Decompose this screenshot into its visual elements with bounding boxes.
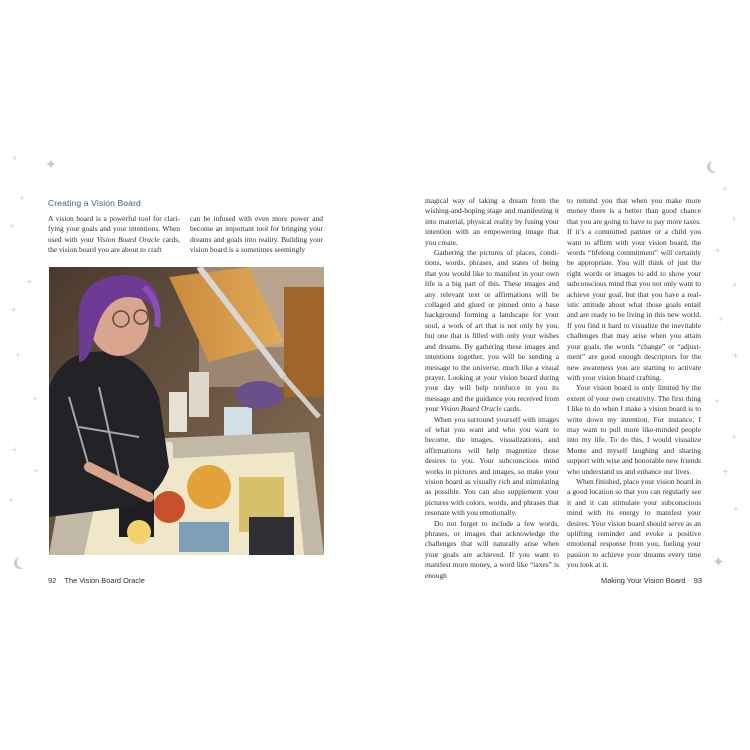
- paragraph-text: cards, the vision board you are about to craft: [48, 234, 180, 255]
- book-title-italic: Vision Board Oracle: [440, 404, 502, 414]
- sparkle-icon: +: [714, 246, 721, 255]
- paragraph-text: Gathering the pictures of places, conditions, words, phrases, and states of being that you would like to manifest in your own life is a big part of this. These images and any relevant text or affirmations will be collaged and glued or pinned onto a base background forming a landscape for your soul, a work of art that is not only by you, but one that is filled with only your wishes and dreams. By gathering these images and intentions together, you will be sending a message to the universe, much like a visual prayer. Looking at your vision board during your day will help reinforce in you its message and the guidance you received from your: [425, 248, 559, 414]
- sparkle-icon: +: [19, 194, 25, 202]
- sparkle-icon: +: [8, 496, 14, 504]
- page-number: 92: [48, 576, 57, 585]
- sparkle-icon: +: [732, 351, 739, 360]
- crescent-moon-icon: [710, 160, 722, 172]
- sparkle-icon: +: [718, 315, 724, 323]
- sparkle-icon: +: [733, 505, 739, 513]
- sparkle-icon: +: [15, 351, 21, 359]
- sparkle-icon: +: [731, 215, 737, 223]
- book-title-italic: Vision Board Oracle: [96, 234, 160, 244]
- sparkle-icon: +: [722, 467, 729, 476]
- crescent-moon-icon: [17, 556, 29, 568]
- sparkle-icon: +: [11, 445, 18, 454]
- paragraph-text: cards.: [501, 404, 522, 414]
- paragraph-text: A vision board is a powerful tool for clarifying your goals and your intentions. When used with your: [48, 214, 180, 244]
- sparkle-icon: +: [9, 222, 15, 230]
- sparkle-icon: +: [722, 185, 728, 193]
- paragraph-text: can be infused with even more power and become an important tool for bringing your dreams and goals into reality. Building your vision board is a sometimes seemingly: [190, 214, 323, 255]
- sparkle-icon: +: [12, 154, 18, 162]
- running-title: The Vision Board Oracle: [64, 576, 145, 585]
- paragraph-text: Do not forget to include a few words, phrases, or images that acknowledge the challenges that will naturally arise when your goals are achieved. If you want to manifest more money, a word like “taxes” is enough: [425, 518, 559, 580]
- section-heading: Creating a Vision Board: [48, 198, 141, 208]
- sparkle-icon: ✦: [712, 553, 725, 571]
- paragraph-text: When you surround yourself with images of what you want and who you want to become, the images, visualizations, and affirmations will help magnetize those desires to you. Your subconscious mind works in pictures and images, so make your vision board as visually rich and stimulating as possible. You can also supplement your pictures with colors, words, and phrases that resonate with you emotionally.: [425, 414, 559, 518]
- sparkle-icon: +: [26, 277, 33, 286]
- artist-at-work-photo: [49, 267, 324, 555]
- right-page-footer: [601, 576, 702, 585]
- sparkle-icon: +: [10, 305, 17, 314]
- sparkle-icon: +: [32, 395, 38, 403]
- sparkle-icon: +: [33, 467, 39, 475]
- sparkle-icon: +: [714, 397, 720, 405]
- sparkle-icon: ✦: [45, 157, 57, 173]
- sparkle-icon: +: [732, 281, 738, 289]
- paragraph-text: magical way of taking a dream from the wishing-and-hoping stage and manifesting it into material, physical reality by fusing your intention with an empowering image that you create.: [425, 196, 559, 247]
- left-column-1: [48, 214, 180, 256]
- left-column-2: [190, 214, 323, 256]
- page-number: 93: [693, 576, 702, 585]
- sparkle-icon: +: [731, 433, 737, 441]
- running-title: Making Your Vision Board: [601, 576, 686, 585]
- left-page-footer: [48, 576, 145, 585]
- right-column-1: [425, 196, 559, 581]
- paragraph-text: Your vision board is only limited by the extent of your own creativity. The first thing I like to do when I make a vision board is to write down my intention. For instance, I may want to pull more like-minded people into my life. To do this, I would visualize Monte and myself laughing and sharing support with wise and honorable new friends who understand us and enhance our lives.: [567, 383, 701, 476]
- paragraph-text: to remind you that when you make more money there is a better than good chance that you are going to have to pay more taxes. If it’s a committed partner or a child you want to affirm with your vision board, the words “lifelong commitment” will certainly be appropriate. You will think of just the right words or images to add to show your subconscious mind that you not only want to achieve your goal, but that you have a realistic attitude about what those goals entail and are ready to be living in this new world. If you find it hard to visualize the inevitable challenges that may arise when you attain your goals, the words “change” or “adjustment” are good enough descriptors for the new awareness you are starting to activate with your vision board crafting.: [567, 196, 701, 382]
- paragraph-text: When finished, place your vision board in a good location so that you can regularly see it and it can stimulate your subconscious mind with its energy to manifest your desires. Your vision board should serve as an uplifting reminder and evoke a positive emotional response from you, fueling your passion to achieve your dreams every time you look at it.: [567, 476, 701, 570]
- right-column-2: [567, 196, 701, 571]
